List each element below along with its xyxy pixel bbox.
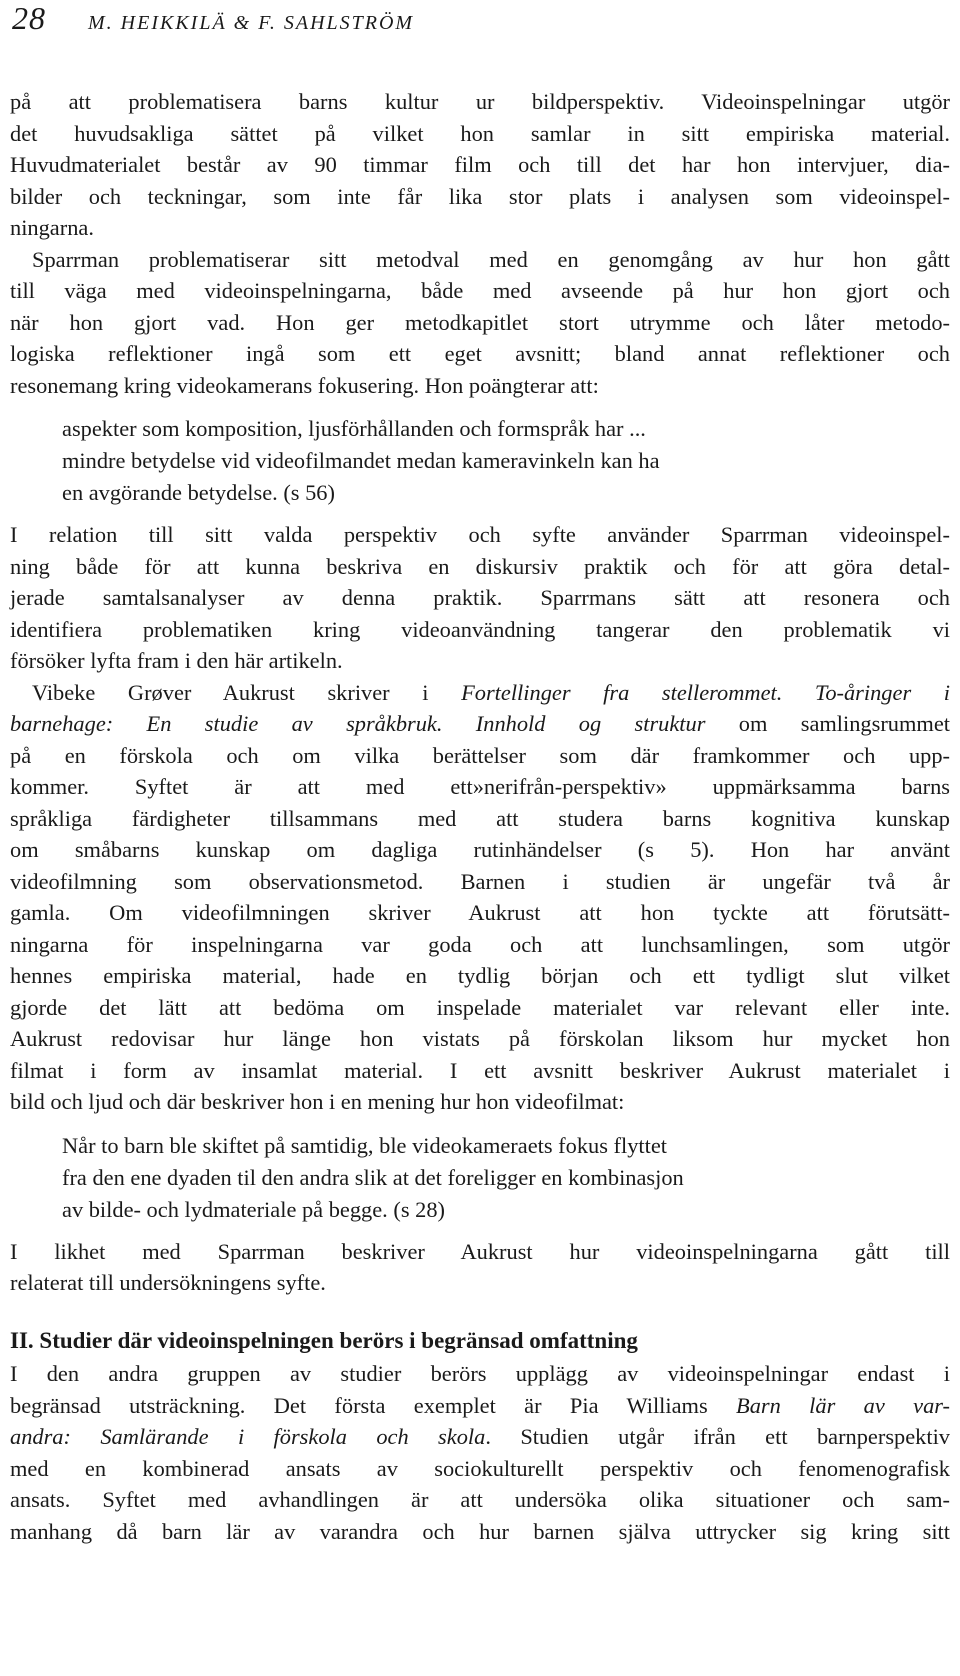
text-line: på att problematisera barns kultur ur bildperspektiv. Videoinspelningar utgör <box>10 89 950 114</box>
text-line: om småbarns kunskap om dagliga rutinhändelser (s 5). Hon har använt <box>10 837 950 862</box>
text-line: jerade samtalsanalyser av denna praktik. Sparrmans sätt att resonera och <box>10 585 950 610</box>
text-line: filmat i form av insamlat material. I ett avsnitt beskriver Aukrust materialet i <box>10 1057 950 1083</box>
text-line: språkliga färdigheter tillsammans med att studera barns kognitiva kunskap <box>10 805 950 831</box>
page-number: 28 <box>12 0 46 36</box>
block-quote-2 <box>62 1130 950 1226</box>
text-line: relaterat till undersökningens syfte. <box>10 1270 326 1295</box>
text-line: gjorde det lätt att bedöma om inspelade materialet var relevant eller inte. <box>10 994 950 1020</box>
text-span: . Studien utgår ifrån ett barnperspektiv <box>485 1424 950 1449</box>
text-span: Vibeke Grøver Aukrust skriver i <box>32 679 462 705</box>
section-heading: II. Studier där videoinspelningen berörs i begränsad omfattning <box>10 1327 638 1353</box>
text-line: Huvudmaterialet består av 90 timmar film och till det har hon intervjuer, dia- <box>10 152 950 177</box>
quote-line: mindre betydelse vid videofilmandet medan kameravinkeln kan ha <box>62 448 660 473</box>
paragraph-6 <box>10 1358 950 1547</box>
text-line: det huvudsakliga sättet på vilket hon samlar in sitt empiriska material. <box>10 120 950 146</box>
text-span: om samlingsrummet <box>705 711 950 736</box>
text-line: manhang då barn lär av varandra och hur barnen själva uttrycker sig kring sitt <box>10 1518 950 1544</box>
book-title: barnehage: En studie av språkbruk. Innhold og struktur <box>10 711 706 736</box>
paragraph-1 <box>10 86 950 244</box>
text-line: I den andra gruppen av studier berörs upplägg av videoinspelningar endast i <box>10 1361 950 1386</box>
text-line: på en förskola och om vilka berättelser som där framkommer och upp- <box>10 742 950 768</box>
text-line: I likhet med Sparrman beskriver Aukrust hur videoinspelningarna gått till <box>10 1238 950 1264</box>
text-line: försöker lyfta fram i den här artikeln. <box>10 648 343 673</box>
text-line <box>10 1421 950 1453</box>
text-line: gamla. Om videofilmningen skriver Aukrust att hon tyckte att förutsätt- <box>10 900 950 925</box>
text-line: med en kombinerad ansats av sociokulturellt perspektiv och fenomenografisk <box>10 1455 950 1481</box>
text-line: kommer. Syftet är att med ett»nerifrån-perspektiv» uppmärksamma barns <box>10 774 950 799</box>
block-quote-1 <box>62 413 950 509</box>
text-line: hennes empiriska material, hade en tydlig början och ett tydligt slut vilket <box>10 963 950 988</box>
text-line: videofilmning som observationsmetod. Barnen i studien är ungefär två år <box>10 868 950 894</box>
paragraph-3 <box>10 519 950 677</box>
quote-line: aspekter som komposition, ljusförhållanden och formspråk har ... <box>62 416 646 441</box>
text-line: Sparrman problematiserar sitt metodval med en genomgång av hur hon gått <box>32 246 950 272</box>
running-head-authors: M. HEIKKILÄ & F. SAHLSTRÖM <box>88 12 415 34</box>
text-line: identifiera problematiken kring videoanvändning tangerar den problematik vi <box>10 616 950 642</box>
running-header <box>12 0 414 40</box>
paragraph-4 <box>10 677 950 1118</box>
text-line: bilder och teckningar, som inte får lika stor plats i analysen som videoinspel- <box>10 183 950 209</box>
book-title: Fortellinger fra stellerommet. To-åringer i <box>461 679 950 705</box>
text-line <box>10 677 950 709</box>
quote-line: av bilde- och lydmateriale på begge. (s 28) <box>62 1196 445 1222</box>
text-line <box>10 1390 950 1422</box>
text-line: till väga med videoinspelningarna, både med avseende på hur hon gjort och <box>10 278 950 303</box>
text-line: resonemang kring videokamerans fokusering. Hon poängterar att: <box>10 372 599 398</box>
paragraph-2 <box>10 244 950 276</box>
text-line: I relation till sitt valda perspektiv och syfte använder Sparrman videoinspel- <box>10 522 950 547</box>
text-line: ningarna för inspelningarna var goda och att lunchsamlingen, som utgör <box>10 931 950 957</box>
book-title: andra: Samlärande i förskola och skola <box>10 1424 486 1449</box>
paragraph-2-cont <box>10 275 950 401</box>
quote-line: en avgörande betydelse. (s 56) <box>62 480 335 505</box>
text-line: logiska reflektioner ingå som ett eget avsnitt; bland annat reflektioner och <box>10 341 950 366</box>
paragraph-5 <box>10 1236 950 1299</box>
quote-line: Når to barn ble skiftet på samtidig, ble videokameraets fokus flyttet <box>62 1132 667 1158</box>
text-line: ning både för att kunna beskriva en diskursiv praktik och för att göra detal- <box>10 553 950 579</box>
text-span: begränsad utsträckning. Det första exemplet är Pia Williams <box>10 1392 737 1418</box>
text-line: Aukrust redovisar hur länge hon vistats på förskolan liksom hur mycket hon <box>10 1026 950 1051</box>
text-line <box>10 708 950 740</box>
text-line: ansats. Syftet med avhandlingen är att undersöka olika situationer och sam- <box>10 1487 950 1512</box>
body-text <box>10 86 950 1547</box>
text-line: när hon gjort vad. Hon ger metodkapitlet stort utrymme och låter metodo- <box>10 309 950 335</box>
text-line: bild och ljud och där beskriver hon i en mening hur hon videofilmat: <box>10 1089 625 1114</box>
text-line: ningarna. <box>10 215 94 240</box>
quote-line: fra den ene dyaden til den andra slik at det foreligger en kombinasjon <box>62 1164 684 1190</box>
book-title: Barn lär av var- <box>736 1392 950 1418</box>
